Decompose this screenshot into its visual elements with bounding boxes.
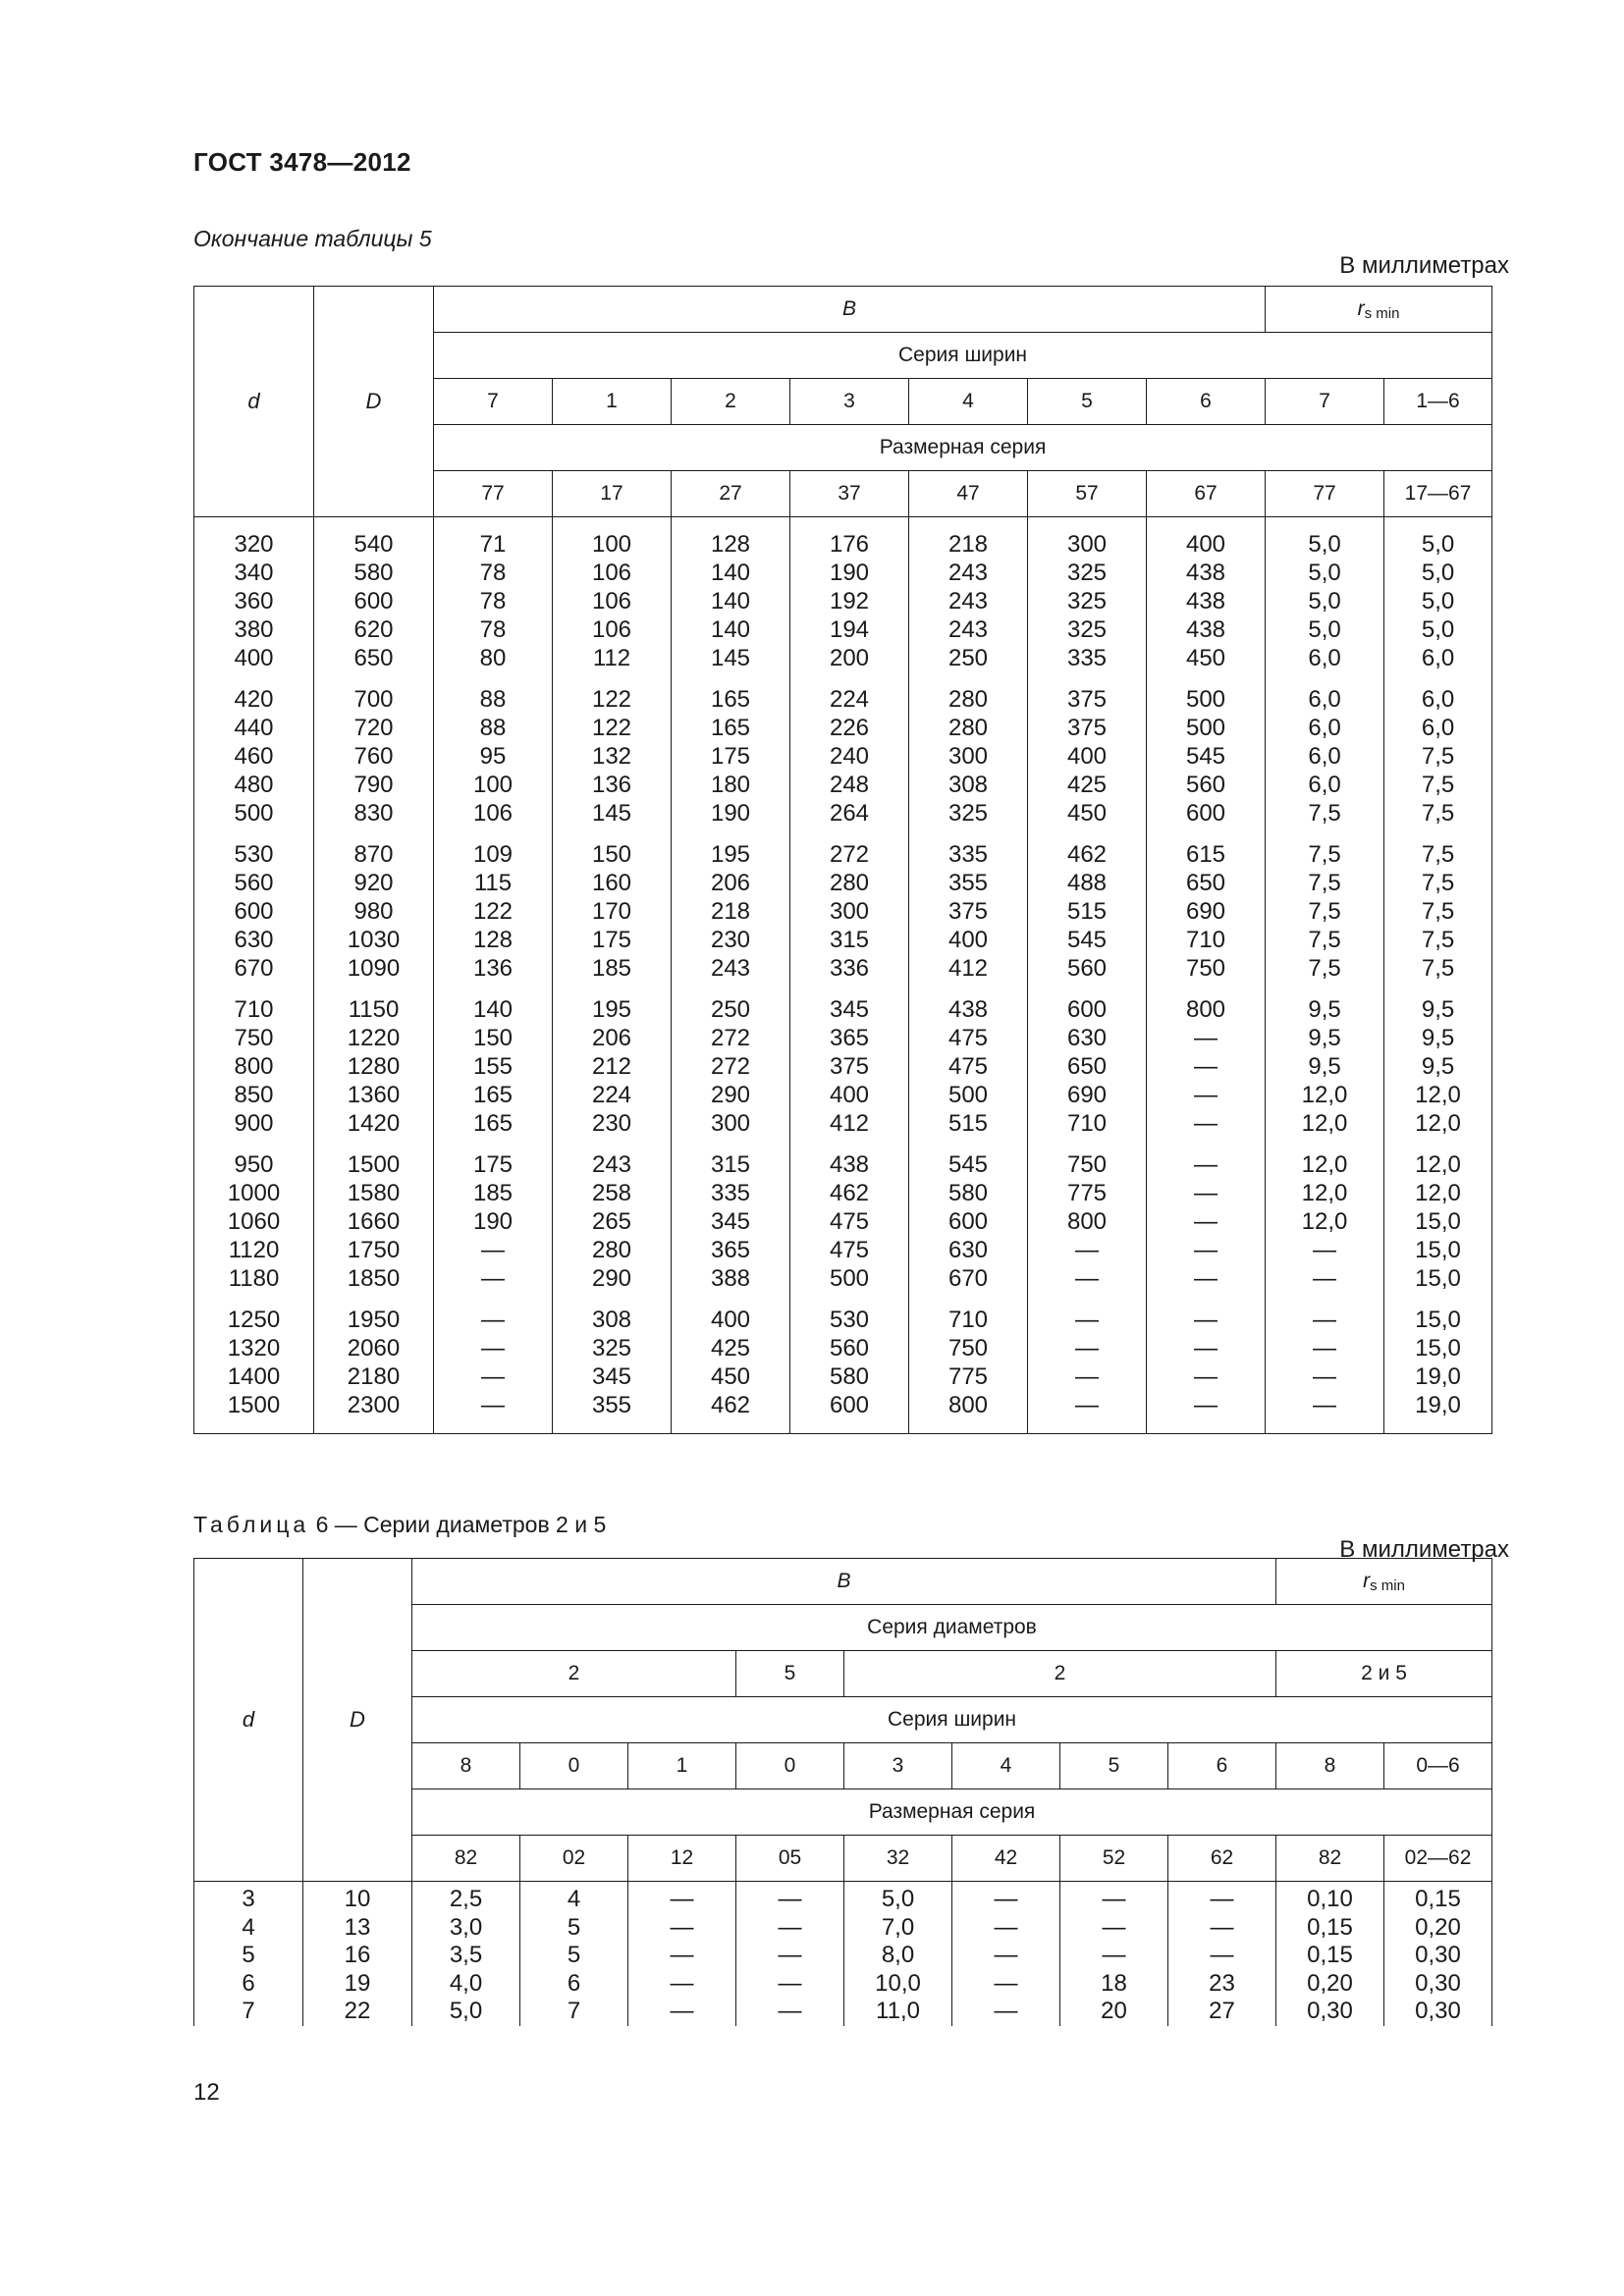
- table-cell: 1950 2060 2180 2300: [314, 1299, 434, 1434]
- table6-caption: Таблица 6 — Серии диаметров 2 и 5: [193, 1512, 607, 1537]
- table-cell: 6,0 6,0 7,5 7,5 7,5: [1384, 678, 1492, 833]
- diam-series-cell: 2: [844, 1651, 1276, 1697]
- width-series-cell: 8: [1276, 1743, 1384, 1789]
- table-cell: 308 325 345 355: [553, 1299, 672, 1434]
- table-cell: 710 750 800 850 900: [194, 988, 314, 1144]
- table-cell: 280 280 300 308 325: [909, 678, 1028, 833]
- table-cell: 195 206 218 230 243: [672, 833, 790, 988]
- width-series-cell: 2: [672, 379, 790, 425]
- table-cell: 2,5 3,0 3,5 4,0 5,0: [412, 1882, 520, 2026]
- dim-series-cell: 32: [844, 1836, 952, 1882]
- table-cell: 9,5 9,5 9,5 12,0 12,0: [1384, 988, 1492, 1144]
- table-cell: 100 106 106 106 112: [553, 517, 672, 679]
- table-cell: 176 190 192 194 200: [790, 517, 909, 679]
- table-cell: — — — 23 27: [1168, 1882, 1276, 2026]
- table5-body: [194, 517, 1492, 1434]
- table-cell: — — — —: [1266, 1299, 1384, 1434]
- table-cell: 109 115 122 128 136: [434, 833, 553, 988]
- table-cell: — — — — —: [736, 1882, 844, 2026]
- diam-series-cell: 5: [736, 1651, 844, 1697]
- table-cell: 600 630 650 690 710: [1028, 988, 1147, 1144]
- dim-series-cell: 77: [1266, 471, 1384, 517]
- table6-units: В миллиметрах: [1339, 1536, 1509, 1563]
- table-cell: 438 462 475 475 500: [790, 1144, 909, 1299]
- width-series-cell: 0: [736, 1743, 844, 1789]
- table-cell: 335 355 375 400 412: [909, 833, 1028, 988]
- col-D-header: D: [303, 1559, 412, 1882]
- dim-series-cell: 47: [909, 471, 1028, 517]
- dim-series-cell: 57: [1028, 471, 1147, 517]
- dim-series-cell: 77: [434, 471, 553, 517]
- width-series-cell: 3: [844, 1743, 952, 1789]
- table-cell: — — — 18 20: [1060, 1882, 1168, 2026]
- width-series-label: Серия ширин: [434, 333, 1492, 379]
- table-cell: — — — — —: [952, 1882, 1060, 2026]
- col-D-header: D: [314, 287, 434, 517]
- table-cell: 615 650 690 710 750: [1147, 833, 1266, 988]
- col-d-header: d: [194, 287, 314, 517]
- table-cell: 7,5 7,5 7,5 7,5 7,5: [1384, 833, 1492, 988]
- table-cell: 71 78 78 78 80: [434, 517, 553, 679]
- table6: [193, 1558, 1492, 2026]
- table-cell: 122 122 132 136 145: [553, 678, 672, 833]
- table-cell: 1150 1220 1280 1360 1420: [314, 988, 434, 1144]
- table-cell: 710 750 775 800: [909, 1299, 1028, 1434]
- width-series-cell: 5: [1028, 379, 1147, 425]
- table-row-group: [194, 988, 1492, 1144]
- table-cell: 6,0 6,0 6,0 6,0 7,5: [1266, 678, 1384, 833]
- table-cell: 175 185 190 — —: [434, 1144, 553, 1299]
- table-cell: 272 280 300 315 336: [790, 833, 909, 988]
- dim-series-label: Размерная серия: [434, 425, 1492, 471]
- table-cell: 0,10 0,15 0,15 0,20 0,30: [1276, 1882, 1384, 2026]
- table-cell: 315 335 345 365 388: [672, 1144, 790, 1299]
- table-cell: 5,0 7,0 8,0 10,0 11,0: [844, 1882, 952, 2026]
- width-series-cell: 1—6: [1384, 379, 1492, 425]
- table-cell: 7,5 7,5 7,5 7,5 7,5: [1266, 833, 1384, 988]
- table-cell: 165 165 175 180 190: [672, 678, 790, 833]
- table-cell: 88 88 95 100 106: [434, 678, 553, 833]
- table-cell: 438 475 475 500 515: [909, 988, 1028, 1144]
- dim-series-cell: 17—67: [1384, 471, 1492, 517]
- table-cell: — — — —: [1028, 1299, 1147, 1434]
- table-cell: 320 340 360 380 400: [194, 517, 314, 679]
- dim-series-cell: 82: [412, 1836, 520, 1882]
- table-cell: 140 150 155 165 165: [434, 988, 553, 1144]
- width-series-cell: 5: [1060, 1743, 1168, 1789]
- table-cell: 224 226 240 248 264: [790, 678, 909, 833]
- width-series-cell: 6: [1147, 379, 1266, 425]
- table-cell: 5,0 5,0 5,0 5,0 6,0: [1384, 517, 1492, 679]
- table5: [193, 286, 1492, 1434]
- table-cell: — — — —: [434, 1299, 553, 1434]
- dim-series-cell: 37: [790, 471, 909, 517]
- table-cell: 3 4 5 6 7: [194, 1882, 303, 2026]
- table-cell: 9,5 9,5 9,5 12,0 12,0: [1266, 988, 1384, 1144]
- diam-series-cell: 2: [412, 1651, 736, 1697]
- table-cell: 750 775 800 — —: [1028, 1144, 1147, 1299]
- table-cell: 250 272 272 290 300: [672, 988, 790, 1144]
- table-row-group: [194, 678, 1492, 833]
- col-B-header: B: [434, 287, 1266, 333]
- width-series-label: Серия ширин: [412, 1697, 1492, 1743]
- table-cell: 400 438 438 438 450: [1147, 517, 1266, 679]
- table-cell: 530 560 580 600: [790, 1299, 909, 1434]
- table-cell: 540 580 600 620 650: [314, 517, 434, 679]
- dim-series-cell: 02—62: [1384, 1836, 1492, 1882]
- dim-series-cell: 27: [672, 471, 790, 517]
- table5-caption: Окончание таблицы 5: [193, 226, 432, 251]
- table-cell: 1250 1320 1400 1500: [194, 1299, 314, 1434]
- table-cell: 195 206 212 224 230: [553, 988, 672, 1144]
- table-cell: 1500 1580 1660 1750 1850: [314, 1144, 434, 1299]
- table-cell: 12,0 12,0 15,0 15,0 15,0: [1384, 1144, 1492, 1299]
- table-cell: 400 425 450 462: [672, 1299, 790, 1434]
- col-d-header: d: [194, 1559, 303, 1882]
- table-row-group: [194, 833, 1492, 988]
- dim-series-cell: 52: [1060, 1836, 1168, 1882]
- dim-series-cell: 17: [553, 471, 672, 517]
- col-B-header: B: [412, 1559, 1276, 1605]
- table-cell: 500 500 545 560 600: [1147, 678, 1266, 833]
- table-cell: 345 365 375 400 412: [790, 988, 909, 1144]
- dim-series-cell: 67: [1147, 471, 1266, 517]
- width-series-cell: 7: [434, 379, 553, 425]
- table-cell: — — — — —: [1147, 1144, 1266, 1299]
- width-series-cell: 6: [1168, 1743, 1276, 1789]
- table-cell: 128 140 140 140 145: [672, 517, 790, 679]
- table-cell: 950 1000 1060 1120 1180: [194, 1144, 314, 1299]
- table-row-group: [194, 1299, 1492, 1434]
- table-cell: 700 720 760 790 830: [314, 678, 434, 833]
- width-series-cell: 3: [790, 379, 909, 425]
- width-series-cell: 0—6: [1384, 1743, 1492, 1789]
- table-cell: 375 375 400 425 450: [1028, 678, 1147, 833]
- dim-series-cell: 82: [1276, 1836, 1384, 1882]
- table-cell: — — — — —: [628, 1882, 736, 2026]
- table-row-group: [194, 517, 1492, 679]
- table-cell: 218 243 243 243 250: [909, 517, 1028, 679]
- dim-series-cell: 02: [520, 1836, 628, 1882]
- dim-series-cell: 12: [628, 1836, 736, 1882]
- table-cell: 870 920 980 1030 1090: [314, 833, 434, 988]
- width-series-cell: 1: [628, 1743, 736, 1789]
- dim-series-cell: 05: [736, 1836, 844, 1882]
- table-cell: 10 13 16 19 22: [303, 1882, 412, 2026]
- table-cell: 15,0 15,0 19,0 19,0: [1384, 1299, 1492, 1434]
- dim-series-label: Размерная серия: [412, 1789, 1492, 1836]
- dim-series-cell: 42: [952, 1836, 1060, 1882]
- dim-series-cell: 62: [1168, 1836, 1276, 1882]
- table-cell: 420 440 460 480 500: [194, 678, 314, 833]
- page-number: 12: [193, 2079, 220, 2106]
- table-row-group: [194, 1144, 1492, 1299]
- width-series-cell: 4: [952, 1743, 1060, 1789]
- width-series-cell: 1: [553, 379, 672, 425]
- col-r-header: $r_{s min}$: [1266, 287, 1492, 333]
- table-cell: 0,15 0,20 0,30 0,30 0,30: [1384, 1882, 1492, 2026]
- table-cell: 545 580 600 630 670: [909, 1144, 1028, 1299]
- width-series-cell: 4: [909, 379, 1028, 425]
- table-cell: 300 325 325 325 335: [1028, 517, 1147, 679]
- table-cell: — — — —: [1147, 1299, 1266, 1434]
- table-cell: 12,0 12,0 12,0 — —: [1266, 1144, 1384, 1299]
- width-series-cell: 7: [1266, 379, 1384, 425]
- table-cell: 530 560 600 630 670: [194, 833, 314, 988]
- table-cell: 4 5 5 6 7: [520, 1882, 628, 2026]
- document-title: ГОСТ 3478—2012: [193, 147, 411, 177]
- width-series-cell: 8: [412, 1743, 520, 1789]
- table-cell: 5,0 5,0 5,0 5,0 6,0: [1266, 517, 1384, 679]
- col-r-header: $r_{s min}$: [1276, 1559, 1492, 1605]
- table-cell: 243 258 265 280 290: [553, 1144, 672, 1299]
- width-series-cell: 0: [520, 1743, 628, 1789]
- table6-body: [194, 1882, 1492, 2026]
- table-cell: 150 160 170 175 185: [553, 833, 672, 988]
- diam-series-cell: 2 и 5: [1276, 1651, 1492, 1697]
- table5-units: В миллиметрах: [1339, 252, 1509, 279]
- table-cell: 462 488 515 545 560: [1028, 833, 1147, 988]
- table-cell: 800 — — — —: [1147, 988, 1266, 1144]
- diam-series-label: Серия диаметров: [412, 1605, 1492, 1651]
- table-row-group: [194, 1882, 1492, 2026]
